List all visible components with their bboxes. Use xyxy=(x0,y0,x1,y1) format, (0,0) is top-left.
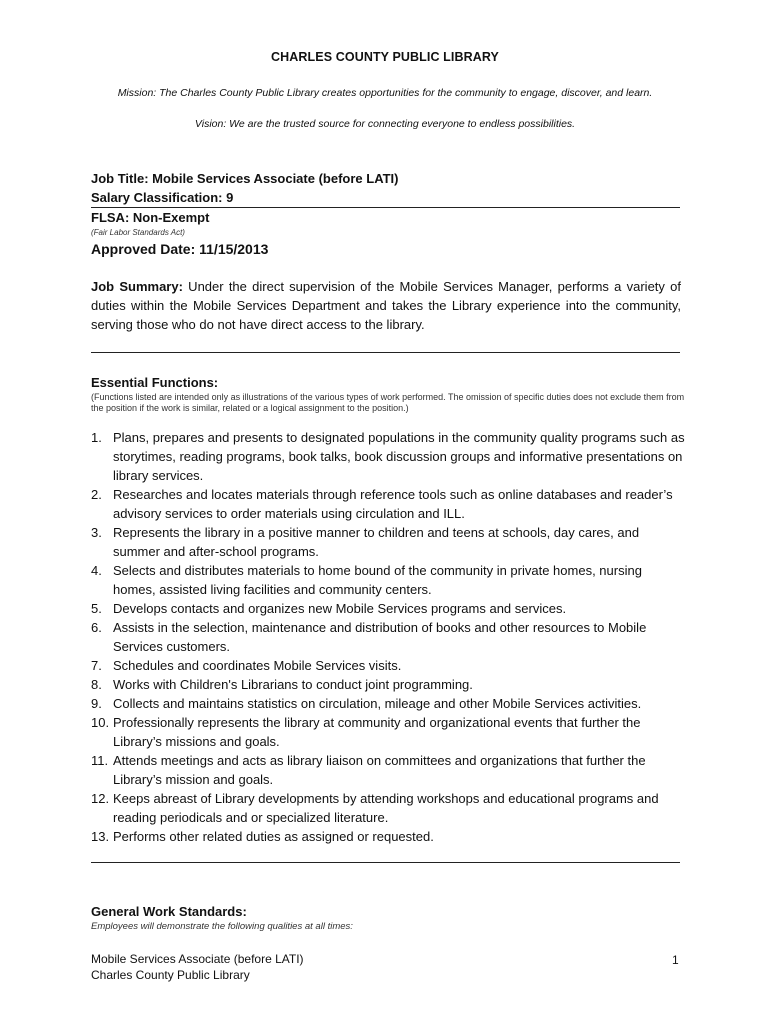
list-number: 8. xyxy=(91,677,102,692)
flsa-note: (Fair Labor Standards Act) xyxy=(91,228,185,237)
essential-function-item xyxy=(91,675,686,694)
essential-function-item xyxy=(91,485,686,523)
essential-function-item xyxy=(91,561,686,599)
essential-function-text: Collects and maintains statistics on circulation, mileage and other Mobile Services activities. xyxy=(113,696,642,711)
divider xyxy=(91,207,680,208)
essential-function-item xyxy=(91,713,686,751)
flsa-status: FLSA: Non-Exempt xyxy=(91,210,210,225)
essential-functions-list xyxy=(91,428,686,846)
job-summary-label: Job Summary: xyxy=(91,279,183,294)
page-footer xyxy=(91,951,304,983)
footer-line-1: Mobile Services Associate (before LATI) xyxy=(91,952,304,966)
general-work-standards-heading: General Work Standards: xyxy=(91,904,247,919)
list-number: 12. xyxy=(91,791,110,806)
essential-function-item xyxy=(91,789,686,827)
list-number: 7. xyxy=(91,658,102,673)
essential-function-item xyxy=(91,751,686,789)
footer-line-2: Charles County Public Library xyxy=(91,968,250,982)
job-summary-text: Under the direct supervision of the Mobile Services Manager, performs a variety of duties within the Mobile Services Department and takes the Library experience into the community, serving those who do not have direct access to the library. xyxy=(91,279,681,332)
essential-functions-heading: Essential Functions: xyxy=(91,375,219,390)
mission-statement: Mission: The Charles County Public Library creates opportunities for the community to engage, discover, and learn. xyxy=(117,87,653,99)
essential-functions-note: (Functions listed are intended only as illustrations of the various types of work performed. The omission of specific duties does not exclude them from the position if the work is similar, related or a logical assignment to the position.) xyxy=(91,392,685,413)
essential-function-text: Develops contacts and organizes new Mobile Services programs and services. xyxy=(113,601,567,616)
list-number: 3. xyxy=(91,525,102,540)
essential-function-text: Attends meetings and acts as library liaison on committees and organizations that further the Library’s mission and goals. xyxy=(113,753,646,787)
list-number: 11. xyxy=(91,753,109,768)
list-number: 5. xyxy=(91,601,102,616)
essential-function-text: Researches and locates materials through reference tools such as online databases and reader’s advisory services to order materials using circulation and ILL. xyxy=(113,487,673,521)
essential-function-text: Represents the library in a positive manner to children and teens at schools, day cares, and summer and after-school programs. xyxy=(113,525,640,559)
list-number: 6. xyxy=(91,620,102,635)
essential-function-text: Performs other related duties as assigned or requested. xyxy=(113,829,434,844)
essential-function-text: Works with Children's Librarians to conduct joint programming. xyxy=(113,677,473,692)
essential-function-item xyxy=(91,656,686,675)
list-number: 10. xyxy=(91,715,110,730)
job-title: Job Title: Mobile Services Associate (before LATI) xyxy=(91,171,399,186)
list-number: 13. xyxy=(91,829,110,844)
page-number: 1 xyxy=(672,953,679,967)
essential-function-text: Selects and distributes materials to home bound of the community in private homes, nursing homes, assisted living facilities and community centers. xyxy=(113,563,642,597)
library-title: CHARLES COUNTY PUBLIC LIBRARY xyxy=(271,50,499,64)
divider xyxy=(91,862,680,863)
essential-function-text: Assists in the selection, maintenance and distribution of books and other resources to Mobile Services customers. xyxy=(113,620,647,654)
essential-function-text: Plans, prepares and presents to designated populations in the community quality programs such as storytimes, reading programs, book talks, book discussion groups and informative presentations on library services. xyxy=(113,430,685,483)
vision-statement: Vision: We are the trusted source for connecting everyone to endless possibilities. xyxy=(194,118,576,130)
divider xyxy=(91,352,680,353)
essential-function-text: Schedules and coordinates Mobile Services visits. xyxy=(113,658,402,673)
job-summary xyxy=(91,277,681,334)
list-number: 9. xyxy=(91,696,102,711)
essential-function-item xyxy=(91,694,686,713)
essential-function-item xyxy=(91,523,686,561)
approved-date: Approved Date: 11/15/2013 xyxy=(91,241,269,257)
salary-classification: Salary Classification: 9 xyxy=(91,190,234,205)
essential-function-text: Keeps abreast of Library developments by attending workshops and educational programs and reading periodicals and or specialized literature. xyxy=(113,791,659,825)
list-number: 1. xyxy=(91,430,102,445)
list-number: 2. xyxy=(91,487,102,502)
essential-function-item xyxy=(91,827,686,846)
essential-function-item xyxy=(91,618,686,656)
list-number: 4. xyxy=(91,563,102,578)
essential-function-item xyxy=(91,599,686,618)
essential-function-item xyxy=(91,428,686,485)
general-work-standards-note: Employees will demonstrate the following qualities at all times: xyxy=(91,921,353,932)
essential-function-text: Professionally represents the library at community and organizational events that further the Library’s missions and goals. xyxy=(113,715,641,749)
